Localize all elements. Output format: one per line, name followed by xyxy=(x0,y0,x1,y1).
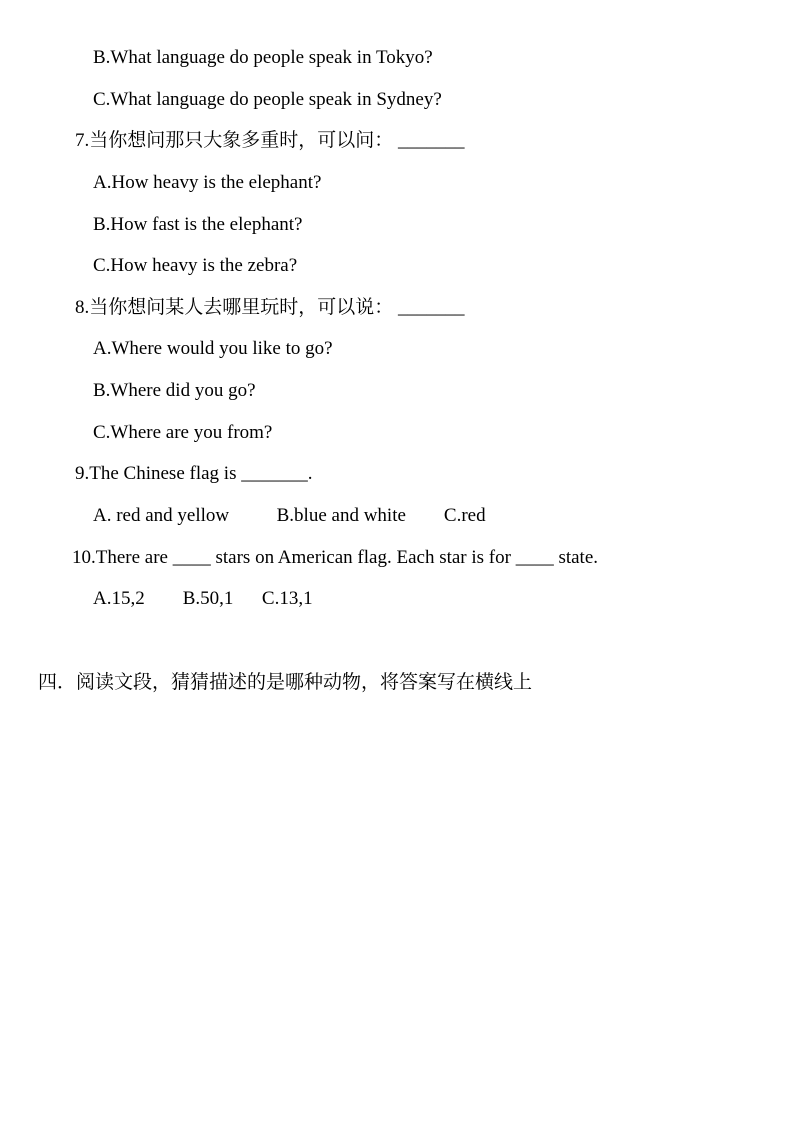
question6-option-c: C.What language do people speak in Sydney? xyxy=(93,88,442,110)
question-10: 10.There are ____ stars on American flag. Each star is for ____ state. xyxy=(72,546,599,568)
question10-options: A.15,2 B.50,1 C.13,1 xyxy=(93,588,313,610)
question8-option-c: C.Where are you from? xyxy=(93,421,273,443)
question7-option-b: B.How fast is the elephant? xyxy=(93,213,303,235)
question7-option-c: C.How heavy is the zebra? xyxy=(93,255,298,277)
question6-option-b: B.What language do people speak in Tokyo? xyxy=(93,47,433,68)
section-4-heading: 四．阅读文段，猜猜描述的是哪种动物，将答案写在横线上 xyxy=(38,671,533,693)
question8-option-b: B.Where did you go? xyxy=(93,380,256,402)
question8-option-a: A.Where would you like to go? xyxy=(93,338,333,360)
question-9: 9.The Chinese flag is _______. xyxy=(75,463,313,485)
question-8: 8.当你想问某人去哪里玩时，可以说： _______ xyxy=(75,296,465,318)
question7-option-a: A.How heavy is the elephant? xyxy=(93,171,322,193)
question-7: 7.当你想问那只大象多重时，可以问： _______ xyxy=(75,130,465,152)
question9-options: A. red and yellow B.blue and white C.red xyxy=(93,505,486,527)
blank-line xyxy=(0,620,793,662)
